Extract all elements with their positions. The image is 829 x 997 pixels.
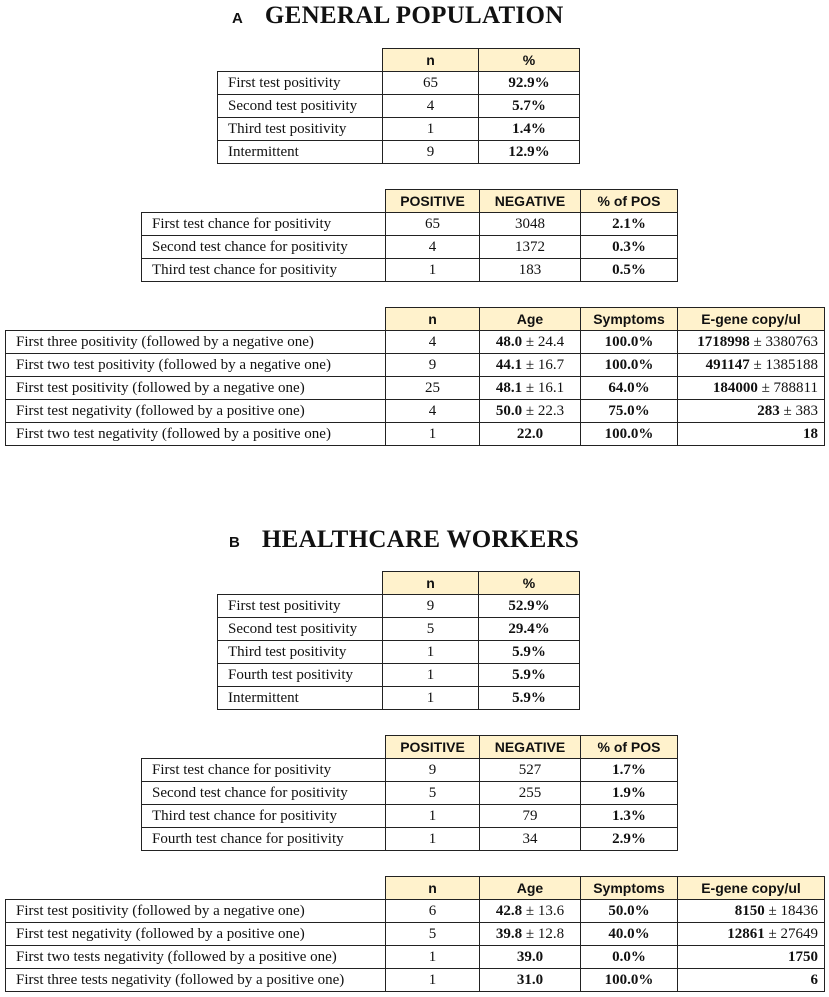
cell-n: 1 <box>383 118 479 141</box>
egene-mean: 18 <box>803 425 818 442</box>
cell-symptoms: 100.0% <box>581 331 678 354</box>
egene-mean: 8150 <box>734 902 765 919</box>
cell-egene <box>678 900 825 923</box>
cell-pct: 5.9% <box>479 664 580 687</box>
col-header-egene: E-gene copy/ul <box>678 308 825 331</box>
cell-positive: 9 <box>386 759 480 782</box>
cell-age <box>480 969 581 992</box>
table-row <box>6 946 825 969</box>
col-header-negative: NEGATIVE <box>480 190 581 213</box>
table-row <box>218 141 580 164</box>
age-mean: 48.0 <box>495 333 523 350</box>
cell-age <box>480 377 581 400</box>
cell-pct: 5.9% <box>479 687 580 710</box>
col-header-symptoms: Symptoms <box>581 308 678 331</box>
age-mean: 39.8 <box>495 925 523 942</box>
cell-negative: 183 <box>480 259 581 282</box>
cell-symptoms: 100.0% <box>581 969 678 992</box>
table-row <box>218 641 580 664</box>
col-header-negative: NEGATIVE <box>480 736 581 759</box>
table-row <box>6 423 825 446</box>
cell-egene <box>678 423 825 446</box>
cell-n: 9 <box>383 595 479 618</box>
age-mean: 31.0 <box>516 971 544 988</box>
table-row <box>142 236 678 259</box>
table-row <box>142 828 678 851</box>
cell-pct-of-pos: 2.1% <box>581 213 678 236</box>
cell-n: 1 <box>386 423 480 446</box>
age-mean: 42.8 <box>495 902 523 919</box>
egene-mean: 12861 <box>727 925 765 942</box>
section-b-letter: B <box>229 534 240 551</box>
col-header-positive: POSITIVE <box>386 736 480 759</box>
row-label: First two test negativity (followed by a positive one) <box>6 423 386 446</box>
cell-positive: 4 <box>386 236 480 259</box>
cell-symptoms: 100.0% <box>581 354 678 377</box>
cell-n: 1 <box>386 969 480 992</box>
col-header-pct: % <box>479 49 580 72</box>
row-label: Intermittent <box>218 687 383 710</box>
age-mean: 39.0 <box>516 948 544 965</box>
row-label: First test positivity (followed by a negative one) <box>6 377 386 400</box>
col-header-positive: POSITIVE <box>386 190 480 213</box>
table-row <box>218 664 580 687</box>
row-label: First test negativity (followed by a positive one) <box>6 923 386 946</box>
cell-n: 1 <box>383 687 479 710</box>
col-header-n: n <box>386 308 480 331</box>
row-label: Intermittent <box>218 141 383 164</box>
age-mean: 22.0 <box>516 425 544 442</box>
table-header-row <box>218 572 580 595</box>
cell-n: 4 <box>386 400 480 423</box>
cell-positive: 1 <box>386 805 480 828</box>
cell-pct: 29.4% <box>479 618 580 641</box>
cell-n: 9 <box>386 354 480 377</box>
section-a-heading: GENERAL POPULATION <box>264 2 564 29</box>
table-row <box>218 95 580 118</box>
col-header-age: Age <box>480 308 581 331</box>
section-a-title <box>232 2 564 30</box>
section-a-letter: A <box>232 10 243 27</box>
table-header-row <box>6 308 825 331</box>
cell-age <box>480 354 581 377</box>
cell-n: 1 <box>383 664 479 687</box>
egene-mean: 283 <box>757 402 780 419</box>
cell-age <box>480 423 581 446</box>
cell-age <box>480 331 581 354</box>
table-row <box>142 782 678 805</box>
cell-n: 9 <box>383 141 479 164</box>
cell-positive: 65 <box>386 213 480 236</box>
row-label: First test chance for positivity <box>142 759 386 782</box>
cell-age <box>480 946 581 969</box>
age-mean: 44.1 <box>495 356 523 373</box>
row-label: First three positivity (followed by a negative one) <box>6 331 386 354</box>
cell-age <box>480 923 581 946</box>
table-row <box>6 331 825 354</box>
table-row <box>142 213 678 236</box>
col-header-pct: % <box>479 572 580 595</box>
row-label: Third test positivity <box>218 118 383 141</box>
col-header-pct-of-pos: % of POS <box>581 736 678 759</box>
cell-symptoms: 100.0% <box>581 423 678 446</box>
cell-n: 6 <box>386 900 480 923</box>
cell-pct-of-pos: 1.3% <box>581 805 678 828</box>
section-b-heading: HEALTHCARE WORKERS <box>261 526 580 553</box>
row-label: Fourth test positivity <box>218 664 383 687</box>
cell-negative: 527 <box>480 759 581 782</box>
cell-pct-of-pos: 0.3% <box>581 236 678 259</box>
age-sd: ± 24.4 <box>522 333 565 350</box>
table-row <box>218 687 580 710</box>
cell-pct: 12.9% <box>479 141 580 164</box>
col-header-egene: E-gene copy/ul <box>678 877 825 900</box>
cell-negative: 34 <box>480 828 581 851</box>
table-header-row <box>142 190 678 213</box>
cell-n: 4 <box>386 331 480 354</box>
table-row <box>6 923 825 946</box>
row-label: Second test positivity <box>218 95 383 118</box>
col-header-age: Age <box>480 877 581 900</box>
cell-symptoms: 75.0% <box>581 400 678 423</box>
table-row <box>6 400 825 423</box>
cell-n: 25 <box>386 377 480 400</box>
col-header-n: n <box>386 877 480 900</box>
row-label: Third test chance for positivity <box>142 805 386 828</box>
egene-mean: 1750 <box>788 948 818 965</box>
cell-n: 1 <box>383 641 479 664</box>
table-row <box>218 118 580 141</box>
table-row <box>142 805 678 828</box>
table-row <box>142 259 678 282</box>
egene-sd: ± 788811 <box>757 379 818 396</box>
cell-symptoms: 40.0% <box>581 923 678 946</box>
table-row <box>218 618 580 641</box>
col-header-symptoms: Symptoms <box>581 877 678 900</box>
cell-negative: 3048 <box>480 213 581 236</box>
a-chance-table <box>141 189 678 282</box>
egene-sd: ± 383 <box>779 402 818 419</box>
table-row <box>218 72 580 95</box>
cell-pct: 5.7% <box>479 95 580 118</box>
egene-sd: ± 27649 <box>764 925 818 942</box>
age-sd: ± 12.8 <box>522 925 565 942</box>
age-sd: ± 22.3 <box>522 402 565 419</box>
cell-egene <box>678 377 825 400</box>
cell-age <box>480 400 581 423</box>
table-header-row <box>6 877 825 900</box>
row-label: Third test positivity <box>218 641 383 664</box>
row-label: Fourth test chance for positivity <box>142 828 386 851</box>
egene-mean: 6 <box>810 971 818 988</box>
age-mean: 50.0 <box>495 402 523 419</box>
row-label: First test negativity (followed by a positive one) <box>6 400 386 423</box>
cell-symptoms: 64.0% <box>581 377 678 400</box>
section-b-title <box>229 526 579 554</box>
cell-n: 1 <box>386 946 480 969</box>
col-header-pct-of-pos: % of POS <box>581 190 678 213</box>
table-row <box>6 900 825 923</box>
row-label: First test chance for positivity <box>142 213 386 236</box>
cell-n: 5 <box>383 618 479 641</box>
age-sd: ± 13.6 <box>522 902 565 919</box>
cell-egene <box>678 331 825 354</box>
row-label: First three tests negativity (followed by a positive one) <box>6 969 386 992</box>
cell-negative: 255 <box>480 782 581 805</box>
age-mean: 48.1 <box>495 379 523 396</box>
b-positivity-table <box>217 571 580 710</box>
cell-pct: 52.9% <box>479 595 580 618</box>
cell-n: 4 <box>383 95 479 118</box>
row-label: Second test chance for positivity <box>142 782 386 805</box>
a-details-table <box>5 307 825 446</box>
row-label: First two test positivity (followed by a negative one) <box>6 354 386 377</box>
row-label: First two tests negativity (followed by a positive one) <box>6 946 386 969</box>
table-header-row <box>218 49 580 72</box>
a-positivity-table <box>217 48 580 164</box>
col-header-n: n <box>383 49 479 72</box>
row-label: Third test chance for positivity <box>142 259 386 282</box>
egene-mean: 184000 <box>712 379 758 396</box>
col-header-n: n <box>383 572 479 595</box>
cell-n: 5 <box>386 923 480 946</box>
row-label: Second test positivity <box>218 618 383 641</box>
cell-positive: 1 <box>386 828 480 851</box>
cell-pct-of-pos: 1.9% <box>581 782 678 805</box>
b-chance-table <box>141 735 678 851</box>
cell-symptoms: 0.0% <box>581 946 678 969</box>
b-details-table <box>5 876 825 992</box>
egene-sd: ± 18436 <box>764 902 818 919</box>
cell-negative: 1372 <box>480 236 581 259</box>
cell-pct-of-pos: 2.9% <box>581 828 678 851</box>
cell-age <box>480 900 581 923</box>
cell-symptoms: 50.0% <box>581 900 678 923</box>
row-label: First test positivity (followed by a negative one) <box>6 900 386 923</box>
cell-pct: 1.4% <box>479 118 580 141</box>
table-row <box>6 969 825 992</box>
row-label: First test positivity <box>218 595 383 618</box>
egene-sd: ± 3380763 <box>749 333 818 350</box>
age-sd: ± 16.1 <box>522 379 565 396</box>
cell-pct-of-pos: 1.7% <box>581 759 678 782</box>
cell-egene <box>678 969 825 992</box>
table-row <box>6 354 825 377</box>
cell-pct: 5.9% <box>479 641 580 664</box>
egene-sd: ± 1385188 <box>749 356 818 373</box>
cell-negative: 79 <box>480 805 581 828</box>
cell-egene <box>678 354 825 377</box>
age-sd: ± 16.7 <box>522 356 565 373</box>
row-label: First test positivity <box>218 72 383 95</box>
table-header-row <box>142 736 678 759</box>
egene-mean: 1718998 <box>697 333 750 350</box>
cell-pct-of-pos: 0.5% <box>581 259 678 282</box>
cell-positive: 5 <box>386 782 480 805</box>
cell-egene <box>678 400 825 423</box>
table-row <box>218 595 580 618</box>
table-row <box>142 759 678 782</box>
row-label: Second test chance for positivity <box>142 236 386 259</box>
cell-positive: 1 <box>386 259 480 282</box>
table-row <box>6 377 825 400</box>
cell-pct: 92.9% <box>479 72 580 95</box>
cell-n: 65 <box>383 72 479 95</box>
cell-egene <box>678 923 825 946</box>
cell-egene <box>678 946 825 969</box>
egene-mean: 491147 <box>705 356 750 373</box>
